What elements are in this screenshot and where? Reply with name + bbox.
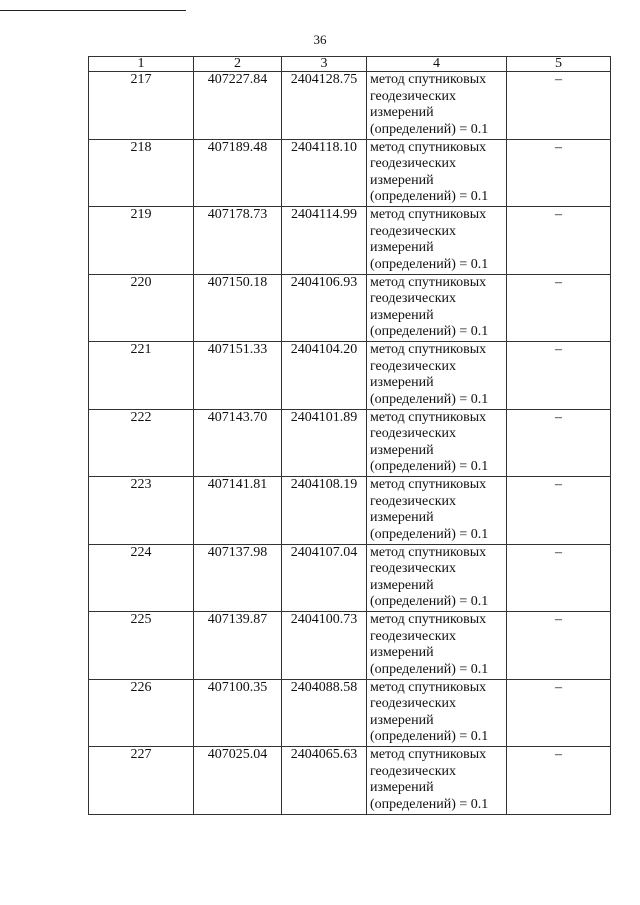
method-cell: метод спутниковых геодезических измерений (определений) = 0.1 [367,477,507,545]
x-coordinate-cell: 407150.18 [194,274,282,342]
point-number-cell: 222 [89,409,194,477]
table-row [89,274,611,342]
table-body [89,72,611,815]
x-coordinate-cell: 407227.84 [194,72,282,140]
method-cell: метод спутниковых геодезических измерений (определений) = 0.1 [367,274,507,342]
top-rule [0,10,186,11]
note-cell: – [507,139,611,207]
table-row [89,342,611,410]
point-number-cell: 225 [89,612,194,680]
x-coordinate-cell: 407100.35 [194,679,282,747]
note-cell: – [507,679,611,747]
point-number-cell: 223 [89,477,194,545]
method-cell: метод спутниковых геодезических измерений (определений) = 0.1 [367,207,507,275]
y-coordinate-cell: 2404088.58 [282,679,367,747]
y-coordinate-cell: 2404128.75 [282,72,367,140]
y-coordinate-cell: 2404108.19 [282,477,367,545]
method-cell: метод спутниковых геодезических измерений (определений) = 0.1 [367,612,507,680]
method-cell: метод спутниковых геодезических измерений (определений) = 0.1 [367,679,507,747]
point-number-cell: 224 [89,544,194,612]
y-coordinate-cell: 2404107.04 [282,544,367,612]
method-cell: метод спутниковых геодезических измерений (определений) = 0.1 [367,747,507,815]
x-coordinate-cell: 407143.70 [194,409,282,477]
table-row [89,679,611,747]
y-coordinate-cell: 2404106.93 [282,274,367,342]
y-coordinate-cell: 2404114.99 [282,207,367,275]
x-coordinate-cell: 407139.87 [194,612,282,680]
y-coordinate-cell: 2404104.20 [282,342,367,410]
note-cell: – [507,72,611,140]
note-cell: – [507,477,611,545]
table-row [89,477,611,545]
x-coordinate-cell: 407189.48 [194,139,282,207]
note-cell: – [507,207,611,275]
table-row [89,612,611,680]
column-header-5: 5 [507,57,611,72]
method-cell: метод спутниковых геодезических измерений (определений) = 0.1 [367,139,507,207]
note-cell: – [507,612,611,680]
method-cell: метод спутниковых геодезических измерений (определений) = 0.1 [367,72,507,140]
method-cell: метод спутниковых геодезических измерений (определений) = 0.1 [367,544,507,612]
column-header-1: 1 [89,57,194,72]
note-cell: – [507,274,611,342]
coordinates-table [88,56,611,815]
note-cell: – [507,342,611,410]
method-cell: метод спутниковых геодезических измерений (определений) = 0.1 [367,409,507,477]
y-coordinate-cell: 2404101.89 [282,409,367,477]
point-number-cell: 219 [89,207,194,275]
point-number-cell: 220 [89,274,194,342]
table-row [89,544,611,612]
point-number-cell: 217 [89,72,194,140]
table-header-row [89,57,611,72]
point-number-cell: 227 [89,747,194,815]
x-coordinate-cell: 407141.81 [194,477,282,545]
y-coordinate-cell: 2404118.10 [282,139,367,207]
note-cell: – [507,747,611,815]
point-number-cell: 221 [89,342,194,410]
x-coordinate-cell: 407025.04 [194,747,282,815]
method-cell: метод спутниковых геодезических измерений (определений) = 0.1 [367,342,507,410]
column-header-4: 4 [367,57,507,72]
note-cell: – [507,409,611,477]
note-cell: – [507,544,611,612]
table-row [89,747,611,815]
column-header-2: 2 [194,57,282,72]
point-number-cell: 226 [89,679,194,747]
x-coordinate-cell: 407151.33 [194,342,282,410]
table-row [89,207,611,275]
point-number-cell: 218 [89,139,194,207]
table-row [89,139,611,207]
table-row [89,409,611,477]
page-number: 36 [313,32,327,47]
column-header-3: 3 [282,57,367,72]
y-coordinate-cell: 2404100.73 [282,612,367,680]
table-row [89,72,611,140]
x-coordinate-cell: 407178.73 [194,207,282,275]
y-coordinate-cell: 2404065.63 [282,747,367,815]
x-coordinate-cell: 407137.98 [194,544,282,612]
